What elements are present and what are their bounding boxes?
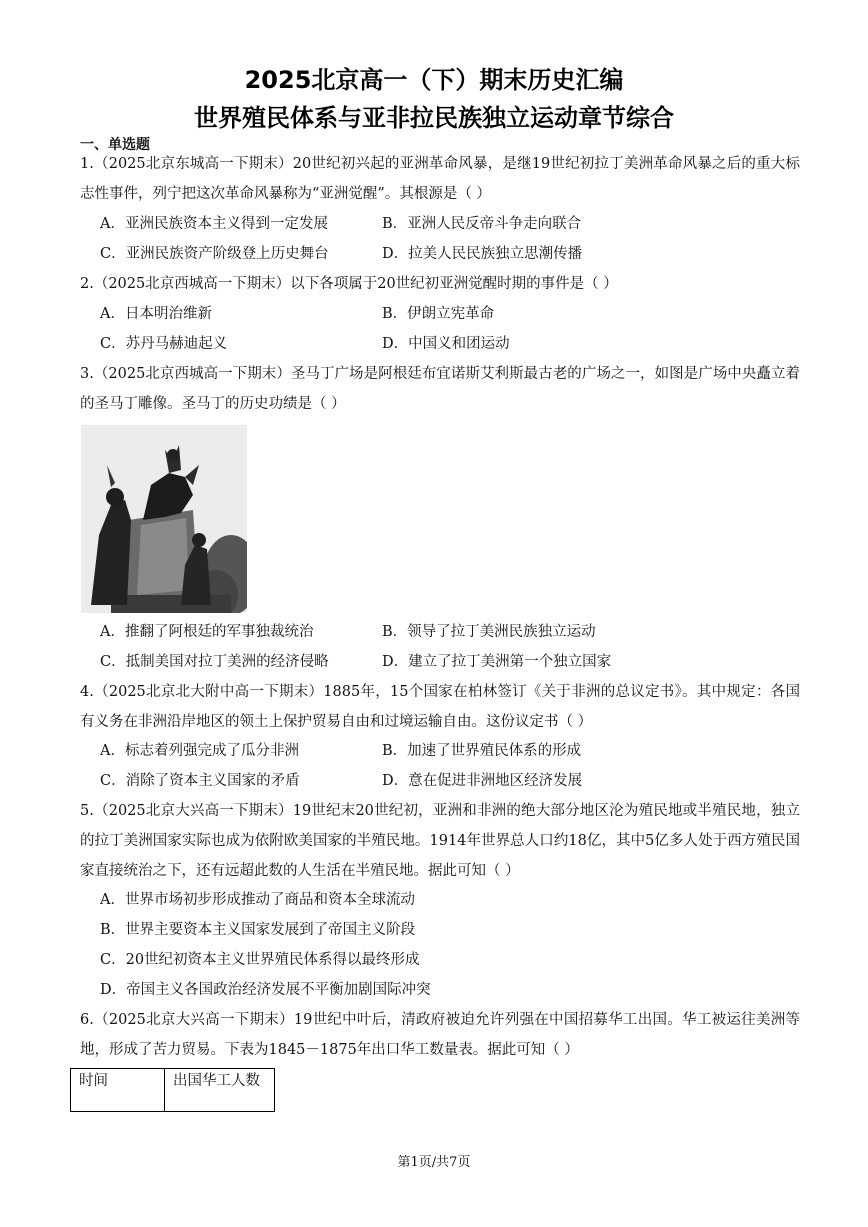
question-4-option-a: A．标志着列强完成了瓜分非洲	[100, 743, 299, 759]
question-5-stem: 5.（2025北京大兴高一下期末）19世纪末20世纪初，亚洲和非洲的绝大部分地区沦为殖民地或半殖民地，独立的拉丁美洲国家实际也成为依附欧美国家的半殖民地。1914年世界总人口约18亿，其中5亿多人处于西方殖民国家直接统治之下，还有远超此数的人生活在半殖民地。据此可知（ ）	[80, 803, 800, 879]
question-4-option-c: C．消除了资本主义国家的矛盾	[100, 773, 300, 789]
question-5-option-a: A．世界市场初步形成推动了商品和资本全球流动	[100, 892, 415, 908]
document-title: 2025北京高一（下）期末历史汇编	[244, 66, 624, 94]
question-6-stem: 6.（2025北京大兴高一下期末）19世纪中叶后，清政府被迫允许列强在中国招募华工出国。华工被运往美洲等地，形成了苦力贸易。下表为1845－1875年出口华工数量表。据此可知（ ）	[80, 1012, 800, 1058]
question-5-option-d: D．帝国主义各国政治经济发展不平衡加剧国际冲突	[100, 982, 431, 998]
question-4-option-d: D．意在促进非洲地区经济发展	[382, 773, 583, 789]
question-4-option-b: B．加速了世界殖民体系的形成	[382, 743, 582, 759]
question-3-option-a: A．推翻了阿根廷的军事独裁统治	[100, 624, 314, 640]
question-4-stem: 4.（2025北京北大附中高一下期末）1885年，15个国家在柏林签订《关于非洲的总议定书》。其中规定：各国有义务在非洲沿岸地区的领土上保护贸易自由和过境运输自由。这份议定书（ ）	[80, 684, 800, 730]
section-heading: 一、单选题	[80, 137, 150, 153]
question-5-option-c: C．20世纪初资本主义世界殖民体系得以最终形成	[100, 952, 420, 968]
statue-photo-icon	[81, 425, 247, 613]
table-header-time: 时间	[71, 1069, 165, 1112]
question-2-option-d: D．中国义和团运动	[382, 336, 510, 352]
question-2-option-c: C．苏丹马赫迪起义	[100, 336, 228, 352]
page-number: 第1页/共7页	[397, 1155, 471, 1170]
question-3-stem: 3.（2025北京西城高一下期末）圣马丁广场是阿根廷布宜诺斯艾利斯最古老的广场之一，如图是广场中央矗立着的圣马丁雕像。圣马丁的历史功绩是（ ）	[80, 366, 800, 412]
question-2-stem: 2.（2025北京西城高一下期末）以下各项属于20世纪初亚洲觉醒时期的事件是（ ）	[80, 276, 618, 292]
question-1-option-d: D．拉美人民民族独立思潮传播	[382, 246, 583, 262]
question-5-option-b: B．世界主要资本主义国家发展到了帝国主义阶段	[100, 922, 416, 938]
question-1-option-a: A．亚洲民族资本主义得到一定发展	[100, 216, 328, 232]
question-2-option-a: A．日本明治维新	[100, 306, 212, 322]
worker-count-table	[70, 1068, 275, 1112]
question-1-option-c: C．亚洲民族资产阶级登上历史舞台	[100, 246, 329, 262]
document-subtitle: 世界殖民体系与亚非拉民族独立运动章节综合	[194, 104, 674, 132]
question-3-option-d: D．建立了拉丁美洲第一个独立国家	[382, 654, 612, 670]
table-header-count: 出国华工人数	[165, 1069, 275, 1112]
question-1-stem: 1.（2025北京东城高一下期末）20世纪初兴起的亚洲革命风暴，是继19世纪初拉丁美洲革命风暴之后的重大标志性事件，列宁把这次革命风暴称为“亚洲觉醒”。其根源是（ ）	[80, 156, 800, 202]
question-3-option-c: C．抵制美国对拉丁美洲的经济侵略	[100, 654, 329, 670]
question-3-option-b: B．领导了拉丁美洲民族独立运动	[382, 624, 596, 640]
table-row	[71, 1069, 275, 1112]
question-1-option-b: B．亚洲人民反帝斗争走向联合	[382, 216, 582, 232]
question-2-option-b: B．伊朗立宪革命	[382, 306, 495, 322]
